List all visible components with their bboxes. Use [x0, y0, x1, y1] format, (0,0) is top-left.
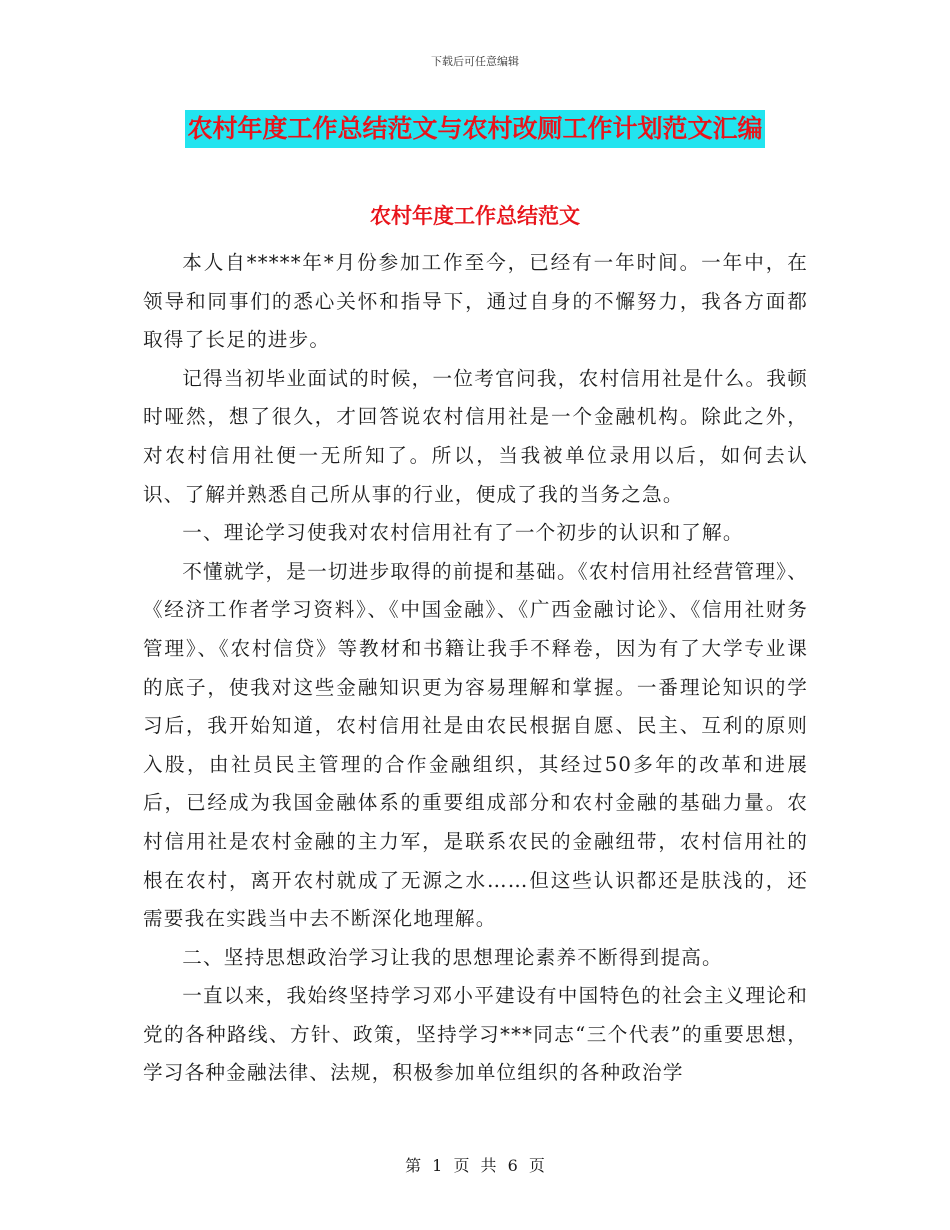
- section-title: 农村年度工作总结范文: [370, 203, 580, 228]
- paragraph: 二、坚持思想政治学习让我的思想理论素养不断得到提高。: [182, 945, 723, 969]
- page-indicator: 第 1 页 共 6 页: [405, 1156, 545, 1175]
- paragraph: 记得当初毕业面试的时候，一位考官问我，农村信用社是什么。我顿时哑然，想了很久，才回答说农村信用社是一个金融机构。除此之外，对农村信用社便一无所知了。所以，当我被单位录用以后，如何去认识、了解并熟悉自己所从事的行业，便成了我的当务之急。: [143, 366, 808, 506]
- document-body: [143, 244, 808, 1093]
- header-note: 下载后可任意编辑: [431, 55, 519, 68]
- paragraph: 不懂就学，是一切进步取得的前提和基础。《农村信用社经营管理》、《经济工作者学习资料》、《中国金融》、《广西金融讨论》、《信用社财务管理》、《农村信贷》等教材和书籍让我手不释卷，因为有了大学专业课的底子，使我对这些金融知识更为容易理解和掌握。一番理论知识的学习后，我开始知道，农村信用社是由农民根据自愿、民主、互利的原则入股，由社员民主管理的合作金融组织，其经过50多年的改革和进展后，已经成为我国金融体系的重要组成部分和农村金融的基础力量。农村信用社是农村金融的主力军，是联系农民的金融纽带，农村信用社的根在农村，离开农村就成了无源之水……但这些认识都还是肤浅的，还需要我在实践当中去不断深化地理解。: [143, 559, 808, 931]
- paragraph: 本人自*****年*月份参加工作至今，已经有一年时间。一年中，在领导和同事们的悉心关怀和指导下，通过自身的不懈努力，我各方面都取得了长足的进步。: [143, 251, 808, 352]
- paragraph: 一、理论学习使我对农村信用社有了一个初步的认识和了解。: [182, 521, 744, 545]
- main-title-container: [0, 110, 950, 148]
- paragraph: 一直以来，我始终坚持学习邓小平建设有中国特色的社会主义理论和党的各种路线、方针、政策，坚持学习***同志“三个代表”的重要思想，学习各种金融法律、法规，积极参加单位组织的各种政治学: [143, 984, 808, 1085]
- main-title: 农村年度工作总结范文与农村改厕工作计划范文汇编: [185, 110, 764, 148]
